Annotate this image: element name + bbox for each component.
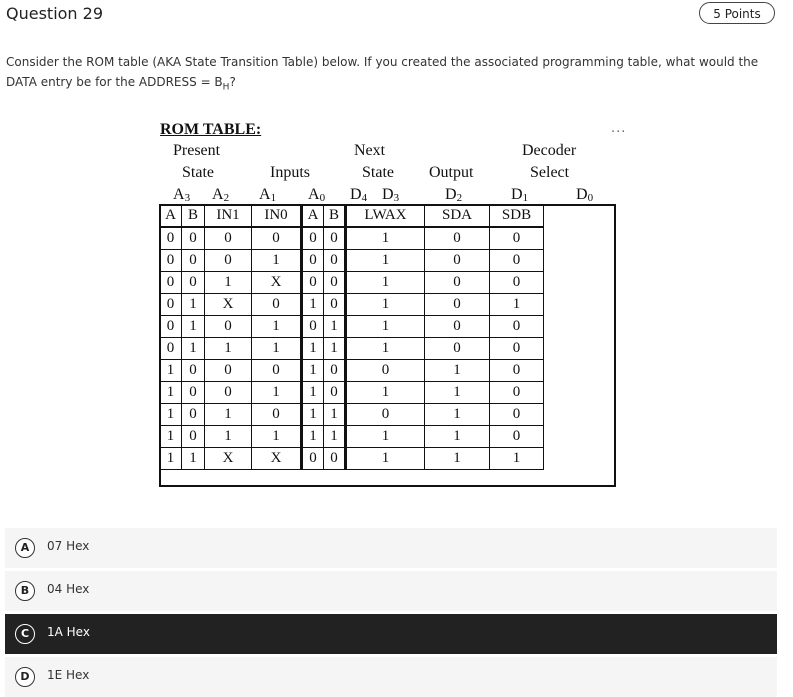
rom-cell: 1 bbox=[346, 227, 425, 250]
rom-cell: 0 bbox=[324, 227, 346, 250]
rom-column-header-row bbox=[160, 205, 544, 228]
header-next-state: State bbox=[362, 164, 394, 181]
rom-row bbox=[160, 316, 544, 338]
header-decoder: Decoder bbox=[522, 142, 577, 159]
rom-cell: X bbox=[252, 448, 302, 470]
rom-column-header: LWAX bbox=[346, 205, 425, 228]
rom-cell: 0 bbox=[302, 316, 324, 338]
rom-cell: 1 bbox=[425, 382, 490, 404]
rom-cell: 0 bbox=[205, 250, 252, 272]
rom-cell: 0 bbox=[425, 294, 490, 316]
rom-cell: 0 bbox=[302, 227, 324, 250]
option-d[interactable] bbox=[5, 657, 777, 697]
rom-cell: 0 bbox=[490, 404, 544, 426]
rom-cell: 0 bbox=[324, 382, 346, 404]
option-label: 07 Hex bbox=[47, 539, 90, 553]
rom-cell: 0 bbox=[302, 272, 324, 294]
question-title: Question 29 bbox=[6, 4, 104, 23]
addr-label-a3: A3 bbox=[173, 186, 191, 204]
rom-cell: 1 bbox=[252, 382, 302, 404]
rom-cell: 0 bbox=[346, 404, 425, 426]
rom-cell: 1 bbox=[302, 360, 324, 382]
rom-cell: 0 bbox=[205, 382, 252, 404]
rom-cell: 0 bbox=[160, 272, 182, 294]
rom-title: ROM TABLE: bbox=[160, 121, 262, 138]
rom-cell: 0 bbox=[252, 294, 302, 316]
option-label: 1A Hex bbox=[47, 625, 90, 639]
rom-cell: 0 bbox=[252, 227, 302, 250]
rom-cell: 0 bbox=[160, 294, 182, 316]
rom-cell: 1 bbox=[324, 316, 346, 338]
rom-column-header: B bbox=[324, 205, 346, 228]
rom-cell: 1 bbox=[346, 272, 425, 294]
rom-cell: 1 bbox=[490, 294, 544, 316]
rom-cell: 0 bbox=[205, 227, 252, 250]
data-label-d0: D0 bbox=[576, 186, 594, 204]
rom-cell: 1 bbox=[252, 316, 302, 338]
rom-cell: 0 bbox=[182, 250, 205, 272]
rom-column-header: B bbox=[182, 205, 205, 228]
rom-cell: 1 bbox=[302, 338, 324, 360]
rom-cell: 1 bbox=[160, 382, 182, 404]
data-label-d2: D2 bbox=[445, 186, 463, 204]
rom-cell: X bbox=[205, 448, 252, 470]
rom-cell: 0 bbox=[182, 227, 205, 250]
rom-cell: 0 bbox=[425, 227, 490, 250]
rom-cell: 0 bbox=[182, 360, 205, 382]
header-select: Select bbox=[530, 164, 570, 181]
more-options-icon[interactable]: ... bbox=[611, 121, 627, 136]
header-output: Output bbox=[429, 164, 474, 181]
option-letter-badge: D bbox=[15, 667, 35, 687]
rom-cell: 1 bbox=[346, 294, 425, 316]
rom-cell: 0 bbox=[324, 272, 346, 294]
rom-cell: 1 bbox=[346, 426, 425, 448]
rom-cell: 1 bbox=[346, 250, 425, 272]
rom-column-header: IN0 bbox=[252, 205, 302, 228]
rom-table bbox=[159, 204, 544, 470]
data-label-d1: D1 bbox=[511, 186, 529, 204]
rom-row bbox=[160, 250, 544, 272]
rom-cell: 0 bbox=[425, 316, 490, 338]
question-prompt bbox=[6, 52, 776, 97]
rom-cell: 0 bbox=[324, 448, 346, 470]
rom-row bbox=[160, 294, 544, 316]
rom-cell: 1 bbox=[425, 360, 490, 382]
option-a[interactable] bbox=[5, 528, 777, 568]
rom-cell: 0 bbox=[302, 250, 324, 272]
option-label: 04 Hex bbox=[47, 582, 90, 596]
rom-cell: 0 bbox=[490, 227, 544, 250]
rom-cell: 0 bbox=[160, 316, 182, 338]
rom-cell: 1 bbox=[205, 426, 252, 448]
rom-cell: 0 bbox=[160, 338, 182, 360]
rom-column-header: A bbox=[160, 205, 182, 228]
rom-cell: 1 bbox=[160, 360, 182, 382]
rom-cell: 0 bbox=[324, 250, 346, 272]
rom-cell: 1 bbox=[302, 382, 324, 404]
rom-cell: 1 bbox=[346, 338, 425, 360]
rom-cell: 0 bbox=[490, 426, 544, 448]
rom-cell: 0 bbox=[182, 272, 205, 294]
rom-row bbox=[160, 227, 544, 250]
rom-cell: 1 bbox=[346, 382, 425, 404]
rom-cell: 1 bbox=[205, 404, 252, 426]
rom-row bbox=[160, 404, 544, 426]
rom-cell: 0 bbox=[490, 272, 544, 294]
rom-cell: 1 bbox=[252, 338, 302, 360]
rom-cell: 0 bbox=[490, 250, 544, 272]
rom-cell: 1 bbox=[346, 316, 425, 338]
rom-cell: 1 bbox=[160, 426, 182, 448]
rom-cell: 1 bbox=[205, 272, 252, 294]
rom-cell: 0 bbox=[182, 426, 205, 448]
rom-column-header: IN1 bbox=[205, 205, 252, 228]
rom-row bbox=[160, 448, 544, 470]
rom-cell: 0 bbox=[302, 448, 324, 470]
header-next: Next bbox=[354, 142, 386, 159]
prompt-suffix: ? bbox=[229, 75, 236, 89]
rom-row bbox=[160, 338, 544, 360]
option-letter-badge: A bbox=[15, 538, 35, 558]
rom-cell: 0 bbox=[490, 316, 544, 338]
option-letter-badge: C bbox=[15, 624, 35, 644]
rom-cell: 0 bbox=[160, 227, 182, 250]
rom-cell: 1 bbox=[182, 338, 205, 360]
rom-column-header: SDB bbox=[490, 205, 544, 228]
rom-cell: 1 bbox=[160, 448, 182, 470]
rom-cell: 1 bbox=[182, 316, 205, 338]
addr-label-a2: A2 bbox=[212, 186, 230, 204]
rom-cell: 1 bbox=[324, 426, 346, 448]
rom-cell: 0 bbox=[160, 250, 182, 272]
rom-row bbox=[160, 272, 544, 294]
rom-cell: 1 bbox=[425, 448, 490, 470]
rom-column-header: A bbox=[302, 205, 324, 228]
rom-cell: 1 bbox=[160, 404, 182, 426]
data-label-d4: D4 bbox=[350, 186, 368, 204]
addr-label-a0: A0 bbox=[308, 186, 326, 204]
rom-cell: 1 bbox=[302, 294, 324, 316]
rom-cell: 1 bbox=[252, 426, 302, 448]
rom-cell: 0 bbox=[346, 360, 425, 382]
rom-cell: 0 bbox=[324, 360, 346, 382]
rom-row bbox=[160, 426, 544, 448]
rom-cell: 0 bbox=[324, 294, 346, 316]
prompt-text: Consider the ROM table (AKA State Transition Table) below. If you created the associated programming table, what would the DATA entry be for the ADDRESS = B bbox=[6, 55, 759, 89]
rom-cell: 1 bbox=[425, 426, 490, 448]
rom-cell: 0 bbox=[490, 360, 544, 382]
rom-cell: 0 bbox=[490, 382, 544, 404]
rom-cell: 0 bbox=[425, 272, 490, 294]
rom-cell: 1 bbox=[425, 404, 490, 426]
rom-cell: 1 bbox=[182, 294, 205, 316]
rom-cell: 1 bbox=[490, 448, 544, 470]
header-present: Present bbox=[173, 142, 221, 159]
rom-column-header: SDA bbox=[425, 205, 490, 228]
rom-cell: 1 bbox=[205, 338, 252, 360]
option-b[interactable] bbox=[5, 571, 777, 611]
points-badge: 5 Points bbox=[699, 2, 775, 24]
rom-cell: 1 bbox=[302, 426, 324, 448]
option-label: 1E Hex bbox=[47, 668, 90, 682]
rom-cell: 0 bbox=[252, 404, 302, 426]
option-letter-badge: B bbox=[15, 581, 35, 601]
rom-cell: 0 bbox=[425, 338, 490, 360]
rom-cell: 0 bbox=[182, 382, 205, 404]
rom-cell: 0 bbox=[425, 250, 490, 272]
rom-cell: 1 bbox=[324, 338, 346, 360]
rom-row bbox=[160, 360, 544, 382]
rom-row bbox=[160, 382, 544, 404]
rom-cell: 0 bbox=[252, 360, 302, 382]
addr-label-a1: A1 bbox=[259, 186, 277, 204]
rom-cell: 1 bbox=[346, 448, 425, 470]
rom-cell: X bbox=[252, 272, 302, 294]
rom-cell: 1 bbox=[324, 404, 346, 426]
rom-cell: 1 bbox=[302, 404, 324, 426]
rom-cell: 0 bbox=[205, 360, 252, 382]
header-inputs: Inputs bbox=[270, 164, 310, 181]
rom-cell: 0 bbox=[205, 316, 252, 338]
header-state: State bbox=[182, 164, 214, 181]
option-c-selected[interactable] bbox=[5, 614, 777, 654]
rom-cell: 1 bbox=[252, 250, 302, 272]
rom-cell: X bbox=[205, 294, 252, 316]
data-label-d3: D3 bbox=[382, 186, 400, 204]
prompt-subscript: H bbox=[222, 82, 230, 93]
rom-cell: 1 bbox=[182, 448, 205, 470]
rom-cell: 0 bbox=[182, 404, 205, 426]
rom-cell: 0 bbox=[490, 338, 544, 360]
